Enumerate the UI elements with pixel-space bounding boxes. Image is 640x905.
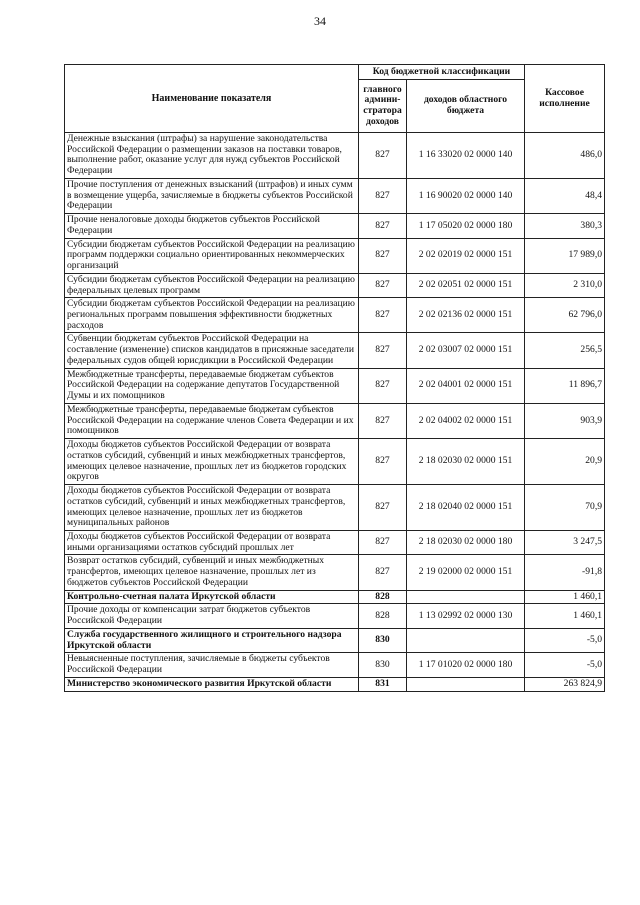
row-income-code-cell: 2 18 02030 02 0000 180 [407,530,525,554]
table-row [65,439,605,485]
row-income-code-cell [407,628,525,652]
row-execution-cell: 70,9 [525,485,605,531]
table-row [65,298,605,333]
budget-table [64,64,605,692]
row-name-cell: Прочие поступления от денежных взысканий (штрафов) и иных сумм в возмещение ущерба, зачисляемые в бюджеты субъектов Российской Федерации [65,178,359,213]
row-income-code-cell: 2 18 02040 02 0000 151 [407,485,525,531]
table-row [65,214,605,238]
row-admin-code-cell: 827 [359,298,407,333]
row-income-code-cell: 2 02 02019 02 0000 151 [407,238,525,273]
row-income-code-cell: 1 13 02992 02 0000 130 [407,604,525,628]
row-admin-code-cell: 827 [359,368,407,403]
row-execution-cell: -5,0 [525,628,605,652]
row-name-cell: Министерство экономического развития Иркутской области [65,677,359,691]
table-row [65,485,605,531]
row-income-code-cell: 2 02 02051 02 0000 151 [407,273,525,297]
table-row [65,133,605,179]
row-income-code-cell [407,677,525,691]
row-name-cell: Субсидии бюджетам субъектов Российской Федерации на реализацию программ поддержки социально ориентированных некоммерческих организаций [65,238,359,273]
row-admin-code-cell: 827 [359,273,407,297]
row-name-cell: Невыясненные поступления, зачисляемые в бюджеты субъектов Российской Федерации [65,653,359,677]
row-execution-cell: 1 460,1 [525,590,605,604]
row-execution-cell: 11 896,7 [525,368,605,403]
row-execution-cell: 62 796,0 [525,298,605,333]
row-execution-cell: 20,9 [525,439,605,485]
row-name-cell: Денежные взыскания (штрафы) за нарушение законодательства Российской Федерации о размещении заказов на поставки товаров, выполнение работ, оказание услуг для нужд субъектов Российской Федерации [65,133,359,179]
table-row [65,368,605,403]
row-execution-cell: 256,5 [525,333,605,368]
row-name-cell: Прочие доходы от компенсации затрат бюджетов субъектов Российской Федерации [65,604,359,628]
row-name-cell: Доходы бюджетов субъектов Российской Федерации от возврата остатков субсидий, субвенций и иных межбюджетных трансфертов, имеющих целевое назначение, прошлых лет из бюджетов муниципальных районов [65,485,359,531]
row-name-cell: Прочие неналоговые доходы бюджетов субъектов Российской Федерации [65,214,359,238]
row-admin-code-cell: 827 [359,214,407,238]
table-row [65,403,605,438]
row-name-cell: Контрольно-счетная палата Иркутской области [65,590,359,604]
row-admin-code-cell: 828 [359,604,407,628]
table-body [65,133,605,692]
row-income-code-cell: 2 02 04001 02 0000 151 [407,368,525,403]
row-admin-code-cell: 827 [359,178,407,213]
row-admin-code-cell: 831 [359,677,407,691]
header-name: Наименование показателя [65,65,359,133]
row-income-code-cell: 2 02 04002 02 0000 151 [407,403,525,438]
table-row [65,333,605,368]
table-row [65,273,605,297]
row-execution-cell: 903,9 [525,403,605,438]
row-admin-code-cell: 827 [359,439,407,485]
row-admin-code-cell: 830 [359,653,407,677]
row-execution-cell: 486,0 [525,133,605,179]
page-number: 34 [314,14,326,28]
row-execution-cell: 48,4 [525,178,605,213]
row-admin-code-cell: 827 [359,485,407,531]
row-name-cell: Субсидии бюджетам субъектов Российской Федерации на реализацию региональных программ повышения эффективности бюджетных расходов [65,298,359,333]
row-income-code-cell: 1 16 33020 02 0000 140 [407,133,525,179]
row-name-cell: Субвенции бюджетам субъектов Российской Федерации на составление (изменение) списков кандидатов в присяжные заседатели федеральных судов общей юрисдикции в Российской Федерации [65,333,359,368]
row-income-code-cell: 1 16 90020 02 0000 140 [407,178,525,213]
row-admin-code-cell: 827 [359,403,407,438]
row-name-cell: Субсидии бюджетам субъектов Российской Федерации на реализацию федеральных целевых программ [65,273,359,297]
row-admin-code-cell: 828 [359,590,407,604]
header-code-group: Код бюджетной классификации [359,65,525,80]
row-execution-cell: 380,3 [525,214,605,238]
row-name-cell: Межбюджетные трансферты, передаваемые бюджетам субъектов Российской Федерации на содержание членов Совета Федерации и их помощников [65,403,359,438]
row-admin-code-cell: 827 [359,555,407,590]
row-execution-cell: 263 824,9 [525,677,605,691]
row-admin-code-cell: 827 [359,238,407,273]
table-row [65,178,605,213]
header-execution: Кассовое исполнение [525,65,605,133]
table-row [65,590,605,604]
table-row [65,555,605,590]
table-row [65,530,605,554]
row-name-cell: Межбюджетные трансферты, передаваемые бюджетам субъектов Российской Федерации на содержание депутатов Государственной Думы и их помощников [65,368,359,403]
row-income-code-cell: 2 19 02000 02 0000 151 [407,555,525,590]
row-income-code-cell: 2 02 02136 02 0000 151 [407,298,525,333]
row-execution-cell: -5,0 [525,653,605,677]
table-row [65,238,605,273]
row-income-code-cell [407,590,525,604]
row-name-cell: Доходы бюджетов субъектов Российской Федерации от возврата иными организациями остатков субсидий прошлых лет [65,530,359,554]
row-admin-code-cell: 827 [359,333,407,368]
header-admin-code: главного админи-стратора доходов [359,80,407,133]
row-admin-code-cell: 830 [359,628,407,652]
row-execution-cell: 2 310,0 [525,273,605,297]
row-admin-code-cell: 827 [359,530,407,554]
table-row [65,677,605,691]
row-income-code-cell: 2 18 02030 02 0000 151 [407,439,525,485]
table-row [65,604,605,628]
row-name-cell: Возврат остатков субсидий, субвенций и иных межбюджетных трансфертов, имеющих целевое назначение, прошлых лет из бюджетов субъектов Российской Федерации [65,555,359,590]
table-row [65,628,605,652]
row-execution-cell: 3 247,5 [525,530,605,554]
row-admin-code-cell: 827 [359,133,407,179]
row-execution-cell: 1 460,1 [525,604,605,628]
row-execution-cell: -91,8 [525,555,605,590]
table-row [65,653,605,677]
row-income-code-cell: 1 17 05020 02 0000 180 [407,214,525,238]
header-income-code: доходов областного бюджета [407,80,525,133]
row-execution-cell: 17 989,0 [525,238,605,273]
row-income-code-cell: 1 17 01020 02 0000 180 [407,653,525,677]
row-name-cell: Служба государственного жилищного и строительного надзора Иркутской области [65,628,359,652]
row-name-cell: Доходы бюджетов субъектов Российской Федерации от возврата остатков субсидий, субвенций и иных межбюджетных трансфертов, имеющих целевое назначение, прошлых лет из бюджетов городских округов [65,439,359,485]
row-income-code-cell: 2 02 03007 02 0000 151 [407,333,525,368]
